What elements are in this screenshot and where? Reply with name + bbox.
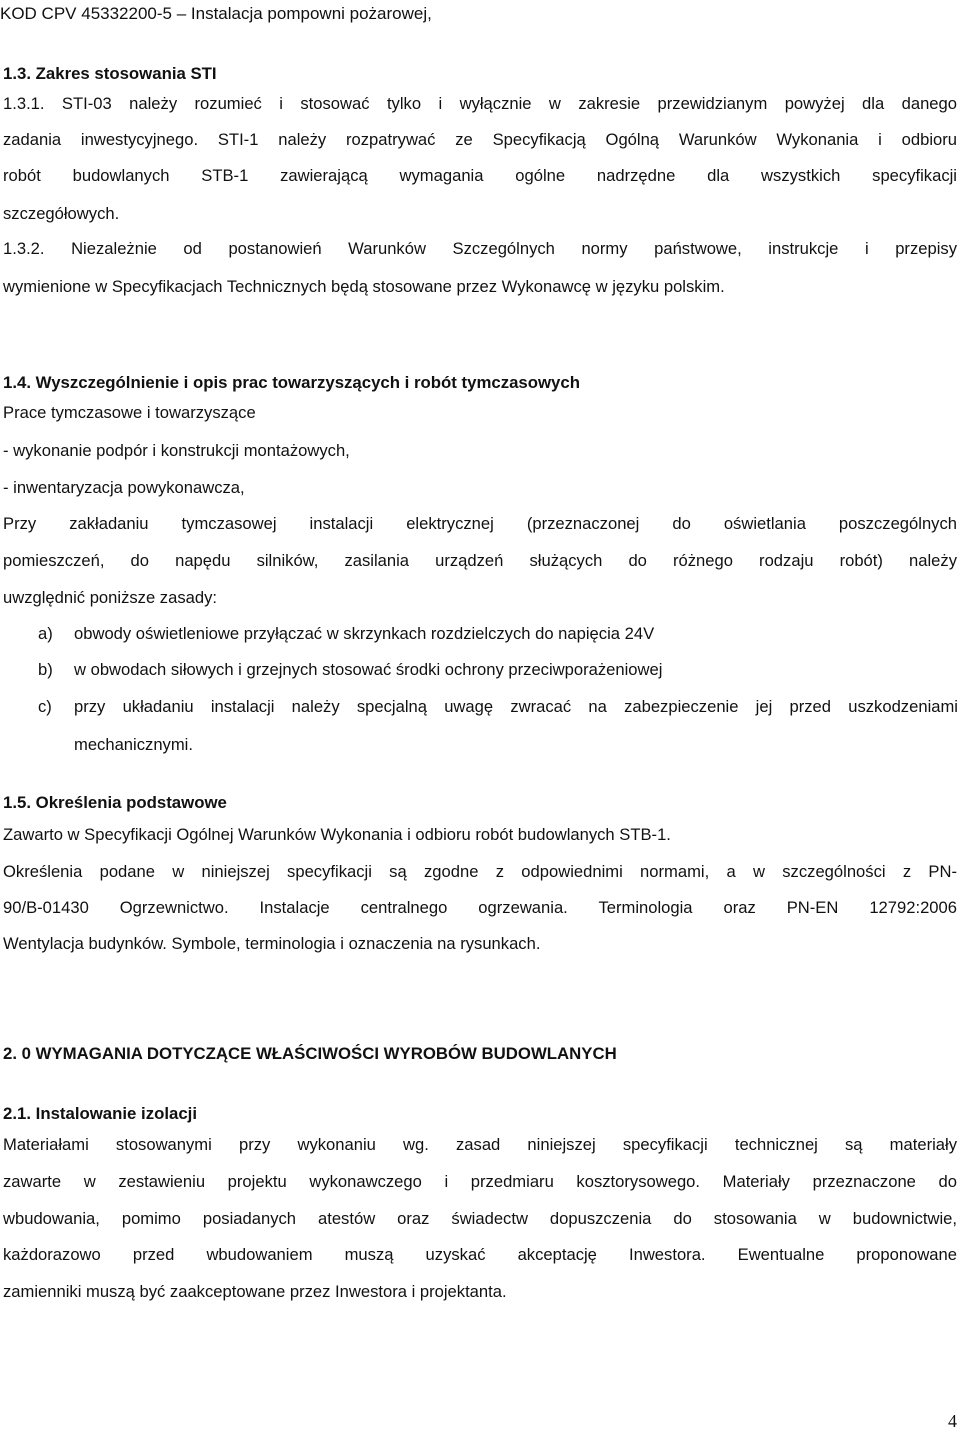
paragraph-line: Zawarto w Specyfikacji Ogólnej Warunków Wykonania i odbioru robót budowlanych STB-1. bbox=[3, 825, 671, 844]
list-marker: b) bbox=[38, 660, 53, 679]
section-heading-2-1: 2.1. Instalowanie izolacji bbox=[3, 1104, 197, 1123]
paragraph-line: szczegółowych. bbox=[3, 204, 120, 223]
paragraph-line: każdorazowo przed wbudowaniem muszą uzyskać akceptację Inwestora. Ewentualne proponowane bbox=[3, 1245, 957, 1264]
paragraph-line: - wykonanie podpór i konstrukcji montażowych, bbox=[3, 441, 350, 460]
list-item-text: mechanicznymi. bbox=[74, 735, 193, 754]
paragraph-line: wymienione w Specyfikacjach Technicznych będą stosowane przez Wykonawcę w języku polskim. bbox=[3, 277, 725, 296]
section-heading-1-5: 1.5. Określenia podstawowe bbox=[3, 793, 227, 812]
paragraph-line: wbudowania, pomimo posiadanych atestów oraz świadectw dopuszczenia do stosowania w budownictwie, bbox=[3, 1209, 957, 1228]
paragraph-line: zawarte w zestawieniu projektu wykonawczego i przedmiaru kosztorysowego. Materiały przeznaczone do bbox=[3, 1172, 957, 1191]
paragraph-line: Przy zakładaniu tymczasowej instalacji elektrycznej (przeznaczonej do oświetlania poszczególnych bbox=[3, 514, 957, 533]
paragraph-line: 90/B-01430 Ogrzewnictwo. Instalacje centralnego ogrzewania. Terminologia oraz PN-EN 12792:2006 bbox=[3, 898, 957, 917]
paragraph-line: pomieszczeń, do napędu silników, zasilania urządzeń służących do różnego rodzaju robót) należy bbox=[3, 551, 957, 570]
paragraph-line: robót budowlanych STB-1 zawierającą wymagania ogólne nadrzędne dla wszystkich specyfikacji bbox=[3, 166, 957, 185]
document-header: KOD CPV 45332200-5 – Instalacja pompowni pożarowej, bbox=[0, 4, 432, 23]
paragraph-line: 1.3.2. Niezależnie od postanowień Warunków Szczególnych normy państwowe, instrukcje i przepisy bbox=[3, 239, 957, 258]
list-marker: a) bbox=[38, 624, 53, 643]
page-number: 4 bbox=[948, 1411, 957, 1431]
paragraph-line: uwzględnić poniższe zasady: bbox=[3, 588, 217, 607]
section-heading-2-0: 2. 0 WYMAGANIA DOTYCZĄCE WŁAŚCIWOŚCI WYROBÓW BUDOWLANYCH bbox=[3, 1044, 617, 1063]
list-item-text: w obwodach siłowych i grzejnych stosować środki ochrony przeciwporażeniowej bbox=[74, 660, 663, 679]
section-heading-1-3: 1.3. Zakres stosowania STI bbox=[3, 64, 217, 83]
paragraph-line: - inwentaryzacja powykonawcza, bbox=[3, 478, 245, 497]
paragraph-line: Wentylacja budynków. Symbole, terminologia i oznaczenia na rysunkach. bbox=[3, 934, 541, 953]
paragraph-line: Materiałami stosowanymi przy wykonaniu wg. zasad niniejszej specyfikacji technicznej są materiały bbox=[3, 1135, 957, 1154]
paragraph-line: 1.3.1. STI-03 należy rozumieć i stosować tylko i wyłącznie w zakresie przewidzianym powyżej dla danego bbox=[3, 94, 957, 113]
paragraph-line: zadania inwestycyjnego. STI-1 należy rozpatrywać ze Specyfikacją Ogólną Warunków Wykonania i odbioru bbox=[3, 130, 957, 149]
list-item-text: obwody oświetleniowe przyłączać w skrzynkach rozdzielczych do napięcia 24V bbox=[74, 624, 655, 643]
paragraph-line: Prace tymczasowe i towarzyszące bbox=[3, 403, 256, 422]
paragraph-line: zamienniki muszą być zaakceptowane przez Inwestora i projektanta. bbox=[3, 1282, 507, 1301]
list-item-text: przy układaniu instalacji należy specjalną uwagę zwracać na zabezpieczenie jej przed uszkodzeniami bbox=[74, 697, 958, 716]
paragraph-line: Określenia podane w niniejszej specyfikacji są zgodne z odpowiednimi normami, a w szczególności z PN- bbox=[3, 862, 957, 881]
list-marker: c) bbox=[38, 697, 52, 716]
section-heading-1-4: 1.4. Wyszczególnienie i opis prac towarzyszących i robót tymczasowych bbox=[3, 373, 580, 392]
